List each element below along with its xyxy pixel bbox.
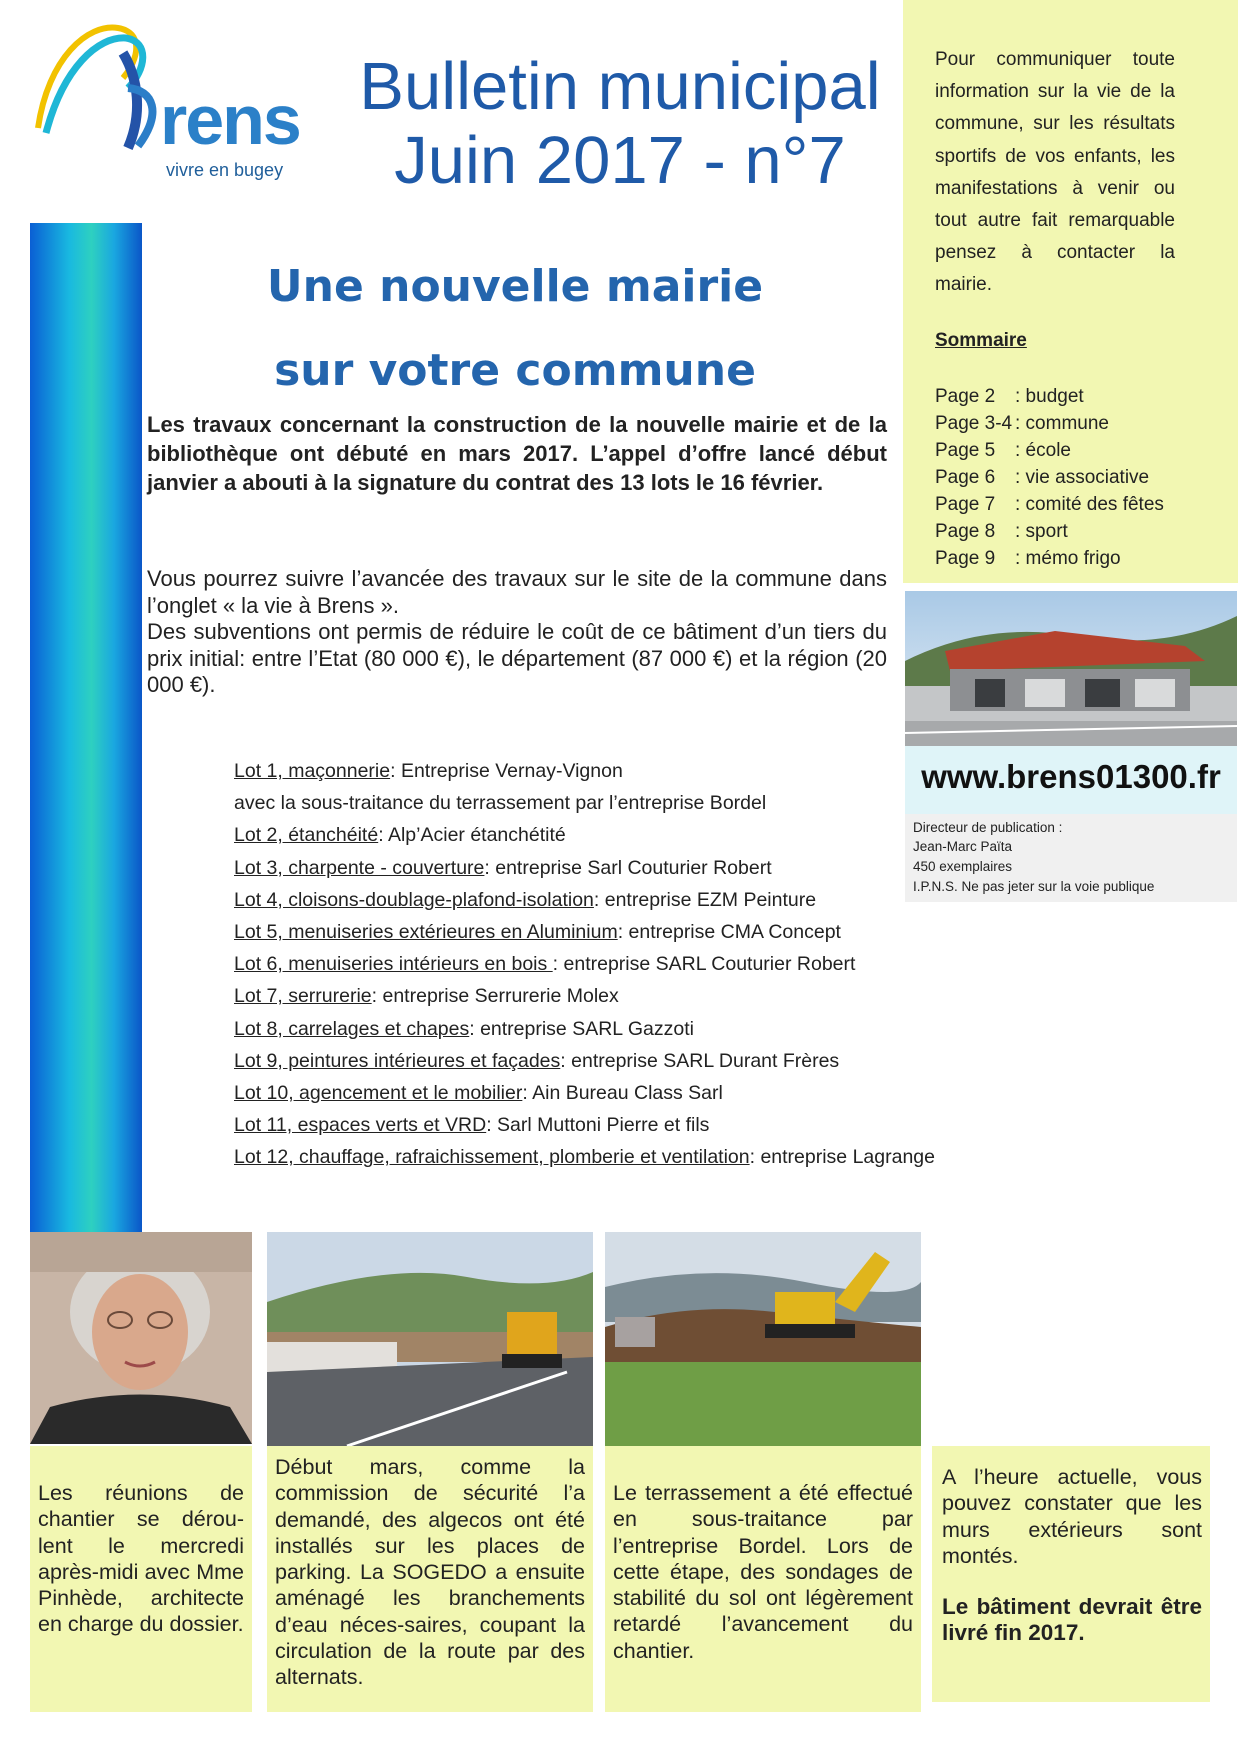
sommaire-page: Page 8 (935, 521, 996, 542)
lot-contractor: : entreprise Sarl Couturier Robert (484, 856, 772, 879)
sommaire-page: Page 9 (935, 548, 996, 569)
sommaire-item (935, 545, 1164, 572)
lot-label: Lot 3, charpente - couverture (234, 856, 485, 879)
lot-contractor: : entreprise CMA Concept (617, 921, 841, 944)
sommaire-page: Page 5 (935, 440, 996, 461)
sommaire-page: Page 6 (935, 467, 996, 488)
caption-delivery-text: Le bâtiment devrait être livré fin 2017. (942, 1594, 1202, 1646)
lot-contractor: : entreprise EZM Peinture (593, 888, 817, 911)
publication-director-name: Jean-Marc Païta (913, 839, 1013, 854)
website-link[interactable]: www.brens01300.fr (905, 746, 1237, 814)
earthworks-excavator-photo (605, 1232, 921, 1446)
lot-item (234, 755, 1014, 787)
publication-copies: 450 exemplaires (913, 859, 1013, 874)
sommaire-page: Page 7 (935, 494, 996, 515)
caption-progress (932, 1446, 1210, 1702)
caption-meetings-text: Les réunions de chantier se dérou-lent le mercredi après-midi avec Mme Pinhède, architecte en charge du dossier. (38, 1481, 244, 1637)
lot-item (234, 819, 1014, 851)
sommaire-item (935, 410, 1164, 437)
architect-portrait-photo (30, 1232, 252, 1444)
lot-label: Lot 11, espaces verts et VRD (234, 1114, 487, 1137)
sommaire-topic: : budget (1015, 386, 1084, 407)
sommaire-page: Page 2 (935, 386, 996, 407)
lot-label: Lot 1, maçonnerie (234, 760, 391, 782)
caption-meetings (30, 1446, 252, 1712)
sommaire-item (935, 491, 1164, 518)
lots-list (234, 755, 1014, 1174)
lot-contractor: : entreprise Serrurerie Molex (371, 985, 619, 1008)
lot-contractor: : Sarl Muttoni Pierre et fils (486, 1114, 710, 1137)
caption-safety (267, 1446, 593, 1712)
sommaire-topic: : comité des fêtes (1015, 494, 1164, 515)
sommaire-title: Sommaire (935, 330, 1027, 351)
caption-earthworks (605, 1446, 921, 1712)
lot-item (234, 916, 1014, 948)
logo-slogan: vivre en bugey (166, 160, 284, 180)
headline-line1: Une nouvelle mairie (266, 261, 764, 312)
lot-label: Lot 7, serrurerie (234, 985, 372, 1008)
intro-paragraph-subsidies: Des subventions ont permis de réduire le coût de ce bâtiment d’un tiers du prix initial: entre l’Etat (80 000 €), le département (87 000 €) et la région (20 000 €). (147, 619, 887, 697)
bulletin-title-line1: Bulletin municipal (359, 49, 881, 124)
caption-progress-text: A l’heure actuelle, vous pouvez constater que les murs extérieurs sont montés. (942, 1465, 1202, 1568)
lot-item (234, 948, 1014, 980)
sidebar-intro: Pour communiquer toute information sur la vie de la commune, sur les résultats sportifs de vos enfants, les manifestations à venir ou tout autre fait remarquable pensez à contacter la mairie. (935, 49, 1175, 296)
sommaire-topic: : commune (1015, 413, 1109, 434)
logo-wordmark: rens (160, 81, 300, 159)
sommaire-item (935, 518, 1164, 545)
lot-contractor: : Entreprise Vernay-Vignon (390, 760, 623, 782)
town-hall-rendering-photo (905, 591, 1237, 746)
caption-earthworks-text: Le terrassement a été effectué en sous-traitance par l’entreprise Bordel. Lors de cette étape, des sondages de stabilité du sol ont légèrement retardé l’avancement du chantier. (613, 1481, 913, 1663)
bulletin-title-line2: Juin 2017 - n°7 (394, 123, 846, 198)
caption-safety-text: Début mars, comme la commission de sécurité l’a demandé, des algecos ont été installés sur les places de parking. La SOGEDO a ensuite aménagé les branchements d’eau néces-saires, coupant la circulation de la route par des alternats. (275, 1455, 585, 1690)
lot-label: Lot 4, cloisons-doublage-plafond-isolation (234, 888, 594, 911)
lot-contractor: : entreprise SARL Couturier Robert (552, 953, 856, 976)
lot-label: Lot 10, agencement et le mobilier (234, 1082, 523, 1105)
brens-logo (28, 18, 328, 178)
lot-contractor: avec la sous-traitance du terrassement par l’entreprise Bordel (234, 792, 767, 815)
intro-bold-paragraph: Les travaux concernant la construction de la nouvelle mairie et de la bibliothèque ont débuté en mars 2017. L’appel d’offre lancé début janvier a abouti à la signature du contrat des 13 lots le 16 février. (147, 412, 887, 495)
sommaire-page: Page 3-4 (935, 413, 1013, 434)
lot-item (234, 1077, 1014, 1109)
lot-contractor: : entreprise SARL Durant Frères (560, 1049, 840, 1072)
lot-item (234, 1109, 1014, 1141)
lot-item (234, 884, 1014, 916)
sommaire-item (935, 437, 1164, 464)
lot-contractor: : entreprise SARL Gazzoti (469, 1017, 694, 1040)
decorative-gradient-bar (30, 223, 142, 1233)
intro-paragraphs (147, 566, 887, 699)
sommaire-topic: : école (1015, 440, 1071, 461)
lot-label: Lot 5, menuiseries extérieures en Aluminium (234, 921, 618, 944)
publication-director-label: Directeur de publication : (913, 820, 1063, 835)
publication-ipns: I.P.N.S. Ne pas jeter sur la voie publique (913, 879, 1155, 894)
publication-info (905, 814, 1237, 902)
lot-contractor: : entreprise Lagrange (749, 1146, 935, 1169)
lot-item (234, 980, 1014, 1012)
lot-contractor: : Alp’Acier étanchétité (378, 824, 566, 847)
lot-label: Lot 6, menuiseries intérieurs en bois (234, 953, 553, 976)
intro-paragraph-website: Vous pourrez suivre l’avancée des travaux sur le site de la commune dans l’onglet « la vie à Brens ». (147, 566, 887, 618)
sommaire-list (935, 383, 1164, 572)
headline-line2: sur votre commune (274, 345, 756, 396)
sommaire-topic: : vie associative (1015, 467, 1150, 488)
sommaire-topic: : sport (1015, 521, 1068, 542)
lot-contractor: : Ain Bureau Class Sarl (522, 1082, 723, 1105)
bulletin-title (340, 50, 900, 198)
article-headline (145, 245, 885, 413)
lot-label: Lot 9, peintures intérieures et façades (234, 1049, 561, 1072)
lot-label: Lot 8, carrelages et chapes (234, 1017, 470, 1040)
lot-item (234, 1013, 1014, 1045)
lot-item (234, 1141, 1014, 1173)
sommaire-item (935, 464, 1164, 491)
sommaire-topic: : mémo frigo (1015, 548, 1121, 569)
lot-label: Lot 2, étanchéité (234, 824, 379, 847)
lot-item (234, 1045, 1014, 1077)
lot-item (234, 852, 1014, 884)
lot-label: Lot 12, chauffage, rafraichissement, plomberie et ventilation (234, 1146, 750, 1169)
construction-road-photo (267, 1232, 593, 1446)
lot-item (234, 787, 1014, 819)
sommaire-item (935, 383, 1164, 410)
